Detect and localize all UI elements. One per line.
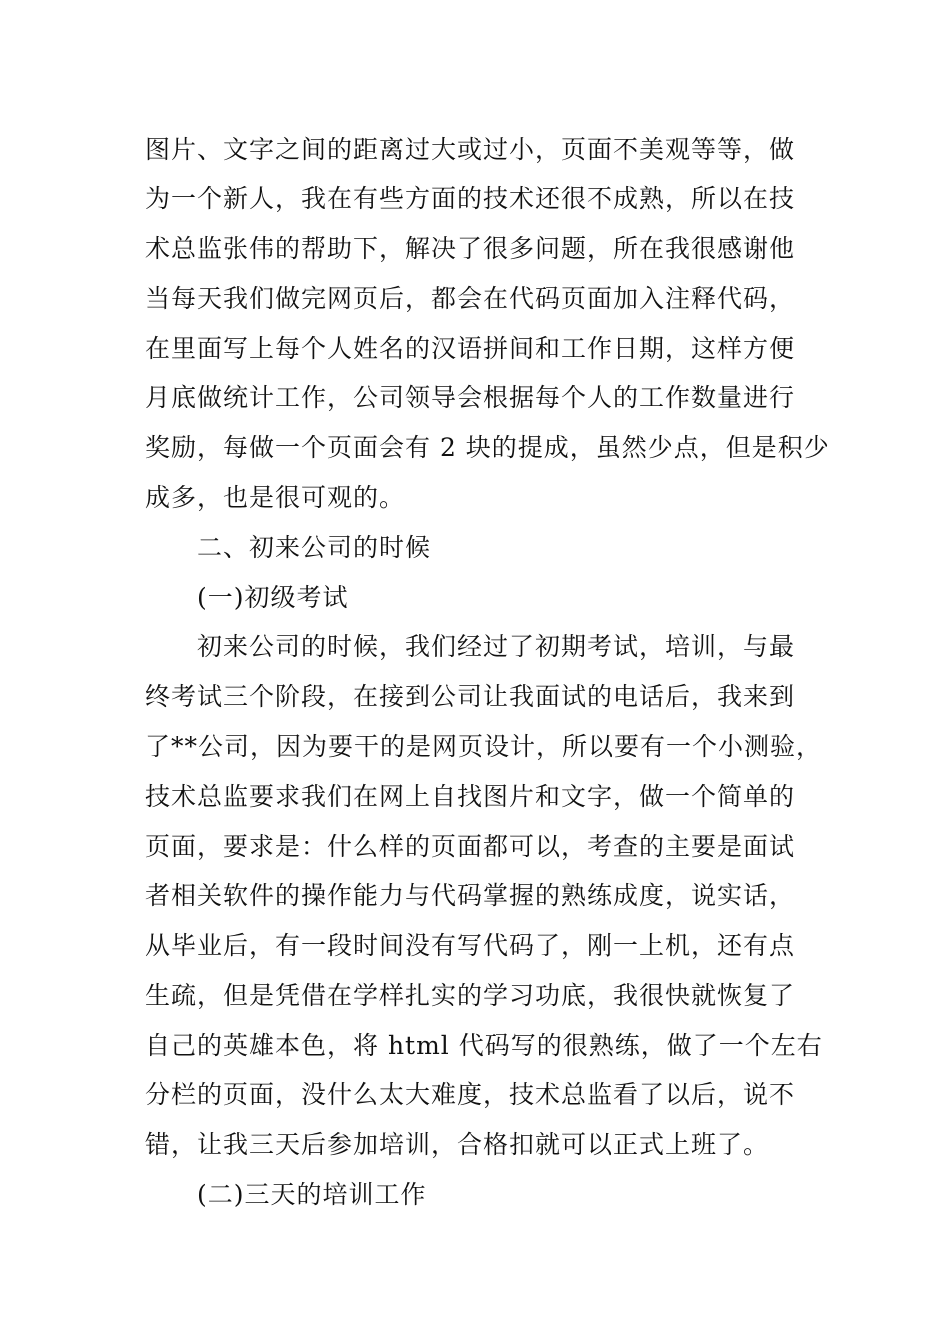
subsection-heading: (二)三天的培训工作 (197, 1180, 427, 1209)
section-heading: 二、初来公司的时候 (197, 533, 432, 562)
paragraph-line: 错，让我三天后参加培训，合格扣就可以正式上班了。 (145, 1130, 770, 1159)
paragraph-line: 页面，要求是：什么样的页面都可以，考查的主要是面试 (145, 832, 796, 861)
paragraph-line: 图片、文字之间的距离过大或过小，页面不美观等等，做 (145, 135, 796, 164)
paragraph-line: 技术总监要求我们在网上自找图片和文字，做一个简单的 (145, 782, 796, 811)
paragraph-line: 术总监张伟的帮助下，解决了很多问题，所在我很感谢他 (145, 234, 796, 263)
paragraph-line: 者相关软件的操作能力与代码掌握的熟练成度，说实话， (145, 881, 796, 910)
paragraph-line: 初来公司的时候，我们经过了初期考试，培训，与最 (197, 632, 796, 661)
paragraph-line: 了**公司，因为要干的是网页设计，所以要有一个小测验， (145, 732, 823, 761)
paragraph-line: 终考试三个阶段，在接到公司让我面试的电话后，我来到 (145, 682, 796, 711)
subsection-heading: (一)初级考试 (197, 583, 349, 612)
paragraph-line: 分栏的页面，没什么太大难度，技术总监看了以后，说不 (145, 1080, 796, 1109)
paragraph-line: 月底做统计工作，公司领导会根据每个人的工作数量进行 (145, 383, 796, 412)
paragraph-line: 在里面写上每个人姓名的汉语拼间和工作日期，这样方便 (145, 334, 796, 363)
paragraph-line: 为一个新人，我在有些方面的技术还很不成熟，所以在技 (145, 184, 796, 213)
paragraph-line: 奖励，每做一个页面会有 2 块的提成，虽然少点，但是积少 (145, 433, 830, 462)
paragraph-line: 成多，也是很可观的。 (145, 483, 406, 512)
paragraph-line: 当每天我们做完网页后，都会在代码页面加入注释代码， (145, 284, 796, 313)
paragraph-line: 自己的英雄本色，将 html 代码写的很熟练，做了一个左右 (145, 1031, 823, 1060)
paragraph-line: 从毕业后，有一段时间没有写代码了，刚一上机，还有点 (145, 931, 796, 960)
paragraph-line: 生疏，但是凭借在学样扎实的学习功底，我很快就恢复了 (145, 981, 796, 1010)
